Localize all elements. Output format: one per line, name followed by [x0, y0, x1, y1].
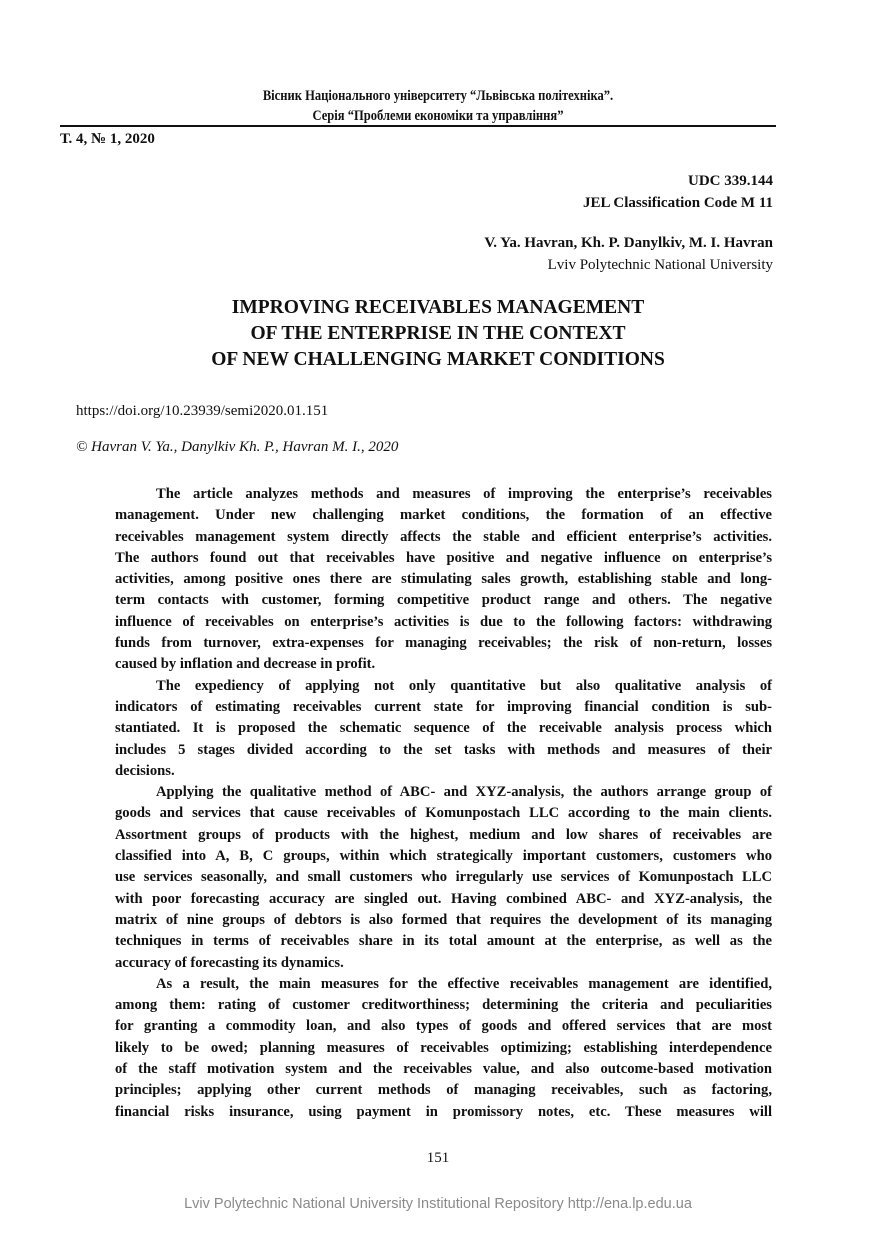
abstract-paragraph: [115, 782, 772, 974]
repository-footer[interactable]: Lviv Polytechnic National University Institutional Repository http://ena.lp.edu.ua: [184, 1196, 692, 1212]
abstract-line: Applying the qualitative method of ABC- and XYZ-analysis, the authors arrange group of: [156, 784, 772, 801]
abstract-line: caused by inflation and decrease in profit.: [115, 656, 376, 673]
author-affiliation: Lviv Polytechnic National University: [547, 257, 773, 273]
author-names: V. Ya. Havran, Kh. P. Danylkiv, M. I. Havran: [484, 235, 773, 251]
abstract-line: accuracy of forecasting its dynamics.: [115, 954, 344, 971]
copyright-notice: © Havran V. Ya., Danylkiv Kh. P., Havran M. I., 2020: [76, 439, 399, 455]
abstract-line: As a result, the main measures for the effective receivables management are identified,: [156, 975, 772, 992]
abstract-line: matrix of nine groups of debtors is also formed that requires the development of its managing: [115, 911, 772, 928]
abstract-line: term contacts with customer, forming competitive product range and others. The negative: [115, 592, 772, 609]
abstract-line: likely to be owed; planning measures of receivables optimizing; establishing interdependence: [115, 1039, 772, 1056]
title-line: OF NEW CHALLENGING MARKET CONDITIONS: [211, 349, 665, 370]
abstract-line: principles; applying other current methods of managing receivables, such as factoring,: [115, 1082, 772, 1099]
abstract-line: includes 5 stages divided according to the set tasks with methods and measures of their: [115, 741, 772, 758]
abstract-line: activities, among positive ones there are stimulating sales growth, establishing stable and long-: [115, 571, 772, 588]
abstract-line: funds from turnover, extra-expenses for managing receivables; the risk of non-return, losses: [115, 635, 772, 652]
abstract-line: goods and services that cause receivables of Komunpostach LLC according to the main clients.: [115, 805, 772, 822]
abstract-paragraph: [115, 974, 772, 1123]
abstract-line: The authors found out that receivables have positive and negative influence on enterprise’s: [115, 549, 772, 566]
abstract-line: indicators of estimating receivables current state for improving financial condition is sub-: [115, 698, 772, 715]
udc-code: UDC 339.144: [688, 173, 773, 189]
article-title: [0, 295, 876, 373]
jel-code: JEL Classification Code M 11: [582, 195, 773, 211]
abstract-line: use services seasonally, and small customers who irregularly use services of Komunpostach LLC: [115, 869, 772, 886]
abstract-paragraph: [115, 484, 772, 676]
abstract-line: management. Under new challenging market conditions, the formation of an effective: [115, 507, 772, 524]
title-line: OF THE ENTERPRISE IN THE CONTEXT: [250, 323, 626, 344]
volume-issue: Т. 4, № 1, 2020: [60, 131, 155, 147]
abstract-line: among them: rating of customer creditworthiness; determining the criteria and peculiarities: [115, 997, 772, 1014]
classification-block: [583, 170, 773, 214]
abstract-paragraph: [115, 676, 772, 782]
abstract-line: of the staff motivation system and the receivables value, and also outcome-based motivation: [115, 1061, 772, 1078]
authors-block: [484, 232, 773, 276]
journal-header: [0, 86, 876, 126]
abstract-line: techniques in terms of receivables share in its total amount at the enterprise, as well as the: [115, 933, 772, 950]
abstract-line: for granting a commodity loan, and also types of goods and offered services that are most: [115, 1018, 772, 1035]
page-number: 151: [426, 1150, 450, 1166]
abstract-line: influence of receivables on enterprise’s activities is due to the following factors: withdrawing: [115, 613, 772, 630]
doi-link[interactable]: https://doi.org/10.23939/semi2020.01.151: [76, 403, 329, 419]
abstract-line: The expediency of applying not only quantitative but also qualitative analysis of: [156, 677, 772, 694]
abstract-line: The article analyzes methods and measures of improving the enterprise’s receivables: [156, 486, 772, 502]
abstract-line: with poor forecasting accuracy are singled out. Having combined ABC- and XYZ-analysis, the: [115, 890, 772, 907]
abstract-line: stantiated. It is proposed the schematic sequence of the receivable analysis process which: [115, 720, 772, 737]
abstract-line: receivables management system directly affects the stable and efficient enterprise’s activities.: [115, 528, 772, 545]
journal-name: Вісник Національного університету “Львівська політехніка”.: [262, 88, 614, 104]
abstract-line: Assortment groups of products with the highest, medium and low shares of receivables are: [115, 826, 772, 843]
abstract: [115, 484, 772, 1123]
abstract-line: classified into A, B, C groups, within which strategically important customers, customers who: [115, 848, 772, 865]
header-divider: [60, 125, 776, 127]
title-line: IMPROVING RECEIVABLES MANAGEMENT: [231, 297, 645, 318]
journal-series: Серія “Проблеми економіки та управління”: [312, 108, 564, 124]
abstract-line: decisions.: [115, 762, 175, 779]
abstract-line: financial risks insurance, using payment in promissory notes, etc. These measures will: [115, 1103, 772, 1120]
